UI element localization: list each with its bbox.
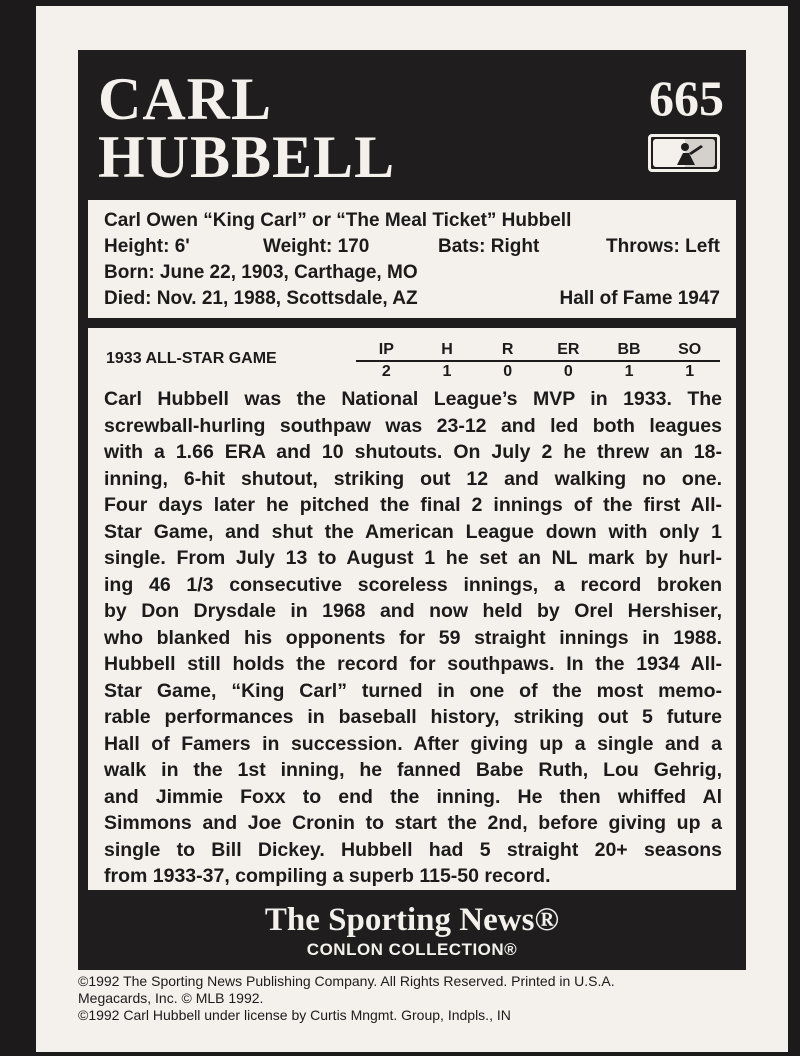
- legal-line: ©1992 Carl Hubbell under license by Curtis Mngmt. Group, Indpls., IN: [78, 1007, 511, 1023]
- stat-value: 1: [685, 363, 695, 380]
- stat-value: 1: [442, 363, 452, 380]
- card-frame: [78, 50, 746, 970]
- died: Died: Nov. 21, 1988, Scottsdale, AZ: [104, 288, 418, 309]
- stats-panel: [88, 328, 736, 890]
- text-line: Star Game, “King Carl” turned in one of the most memo-: [104, 679, 722, 702]
- text-line: single to Bill Dickey. Hubbell had 5 straight 20+ seasons: [104, 838, 722, 861]
- legal-line: Megacards, Inc. © MLB 1992.: [78, 990, 264, 1006]
- text-line: Hall of Famers in succession. After giving up a single and a: [104, 732, 722, 755]
- stat-header: SO: [678, 341, 702, 358]
- trading-card-back: [36, 6, 788, 1052]
- text-line: Four days later he pitched the final 2 innings of the first All-: [104, 494, 722, 516]
- text-line: Simmons and Joe Cronin to start the 2nd, before giving up a: [104, 812, 722, 834]
- stats-header-row: [356, 340, 720, 362]
- text-line: by Don Drysdale in 1968 and now held by Orel Hershiser,: [104, 600, 722, 622]
- player-first-name: CARL: [98, 66, 273, 132]
- full-name: Carl Owen “King Carl” or “The Meal Ticket” Hubbell: [104, 210, 572, 231]
- text-line: Hubbell still holds the record for southpaws. In the 1934 All-: [104, 653, 722, 675]
- conlon-collection: CONLON COLLECTION®: [306, 940, 518, 959]
- text-line: with a 1.66 ERA and 10 shutouts. On July 2 he threw an 18-: [104, 441, 722, 463]
- text-line: ing 46 1/3 consecutive scoreless innings, a record broken: [104, 573, 722, 596]
- text-line: Carl Hubbell was the National League’s MVP in 1933. The: [104, 388, 722, 410]
- sporting-news-brand: The Sporting News®: [264, 902, 560, 938]
- stat-header: IP: [378, 341, 394, 358]
- stats-title: 1933 ALL-STAR GAME: [106, 350, 277, 367]
- legal-line: ©1992 The Sporting News Publishing Company. All Rights Reserved. Printed in U.S.A.: [78, 973, 615, 989]
- stats-table: [356, 340, 720, 382]
- bio-panel: [88, 200, 736, 318]
- biography-text: [104, 386, 722, 890]
- throws: Throws: Left: [606, 236, 720, 257]
- bats: Bats: Right: [438, 236, 540, 257]
- text-line: Star Game, and shut the American League down with only 1: [104, 520, 722, 543]
- text-line: screwball-hurling southpaw was 23-12 and led both leagues: [104, 414, 722, 437]
- born: Born: June 22, 1903, Carthage, MO: [104, 262, 418, 283]
- stat-header: H: [441, 341, 453, 358]
- stat-value: 1: [624, 363, 634, 380]
- stat-header: ER: [557, 341, 580, 358]
- text-line: single. From July 13 to August 1 he set an NL mark by hurl-: [104, 547, 722, 569]
- weight: Weight: 170: [263, 236, 370, 257]
- stat-header: R: [501, 341, 514, 358]
- text-line: rable performances in baseball history, striking out 5 future: [104, 706, 722, 728]
- text-line: inning, 6-hit shutout, striking out 12 and walking no one.: [104, 467, 722, 490]
- hall-of-fame: Hall of Fame 1947: [559, 288, 720, 309]
- stat-header: BB: [617, 341, 641, 358]
- stats-value-row: [356, 362, 720, 382]
- card-number: 665: [649, 70, 724, 126]
- player-last-name: HUBBELL: [98, 124, 396, 190]
- mlb-logo-icon: [648, 134, 720, 172]
- text-line: who blanked his opponents for 59 straight innings in 1988.: [104, 626, 722, 649]
- player-name: [98, 66, 396, 190]
- stat-value: 0: [503, 363, 513, 380]
- text-line: and Jimmie Foxx to end the inning. He then whiffed Al: [104, 785, 722, 808]
- text-line: from 1933-37, compiling a superb 115-50 record.: [104, 865, 551, 887]
- stat-value: 2: [381, 363, 391, 380]
- stat-value: 0: [563, 363, 573, 380]
- text-line: walk in the 1st inning, he fanned Babe Ruth, Lou Gehrig,: [104, 759, 722, 781]
- height: Height: 6': [104, 236, 190, 257]
- legal-text: [78, 973, 615, 1024]
